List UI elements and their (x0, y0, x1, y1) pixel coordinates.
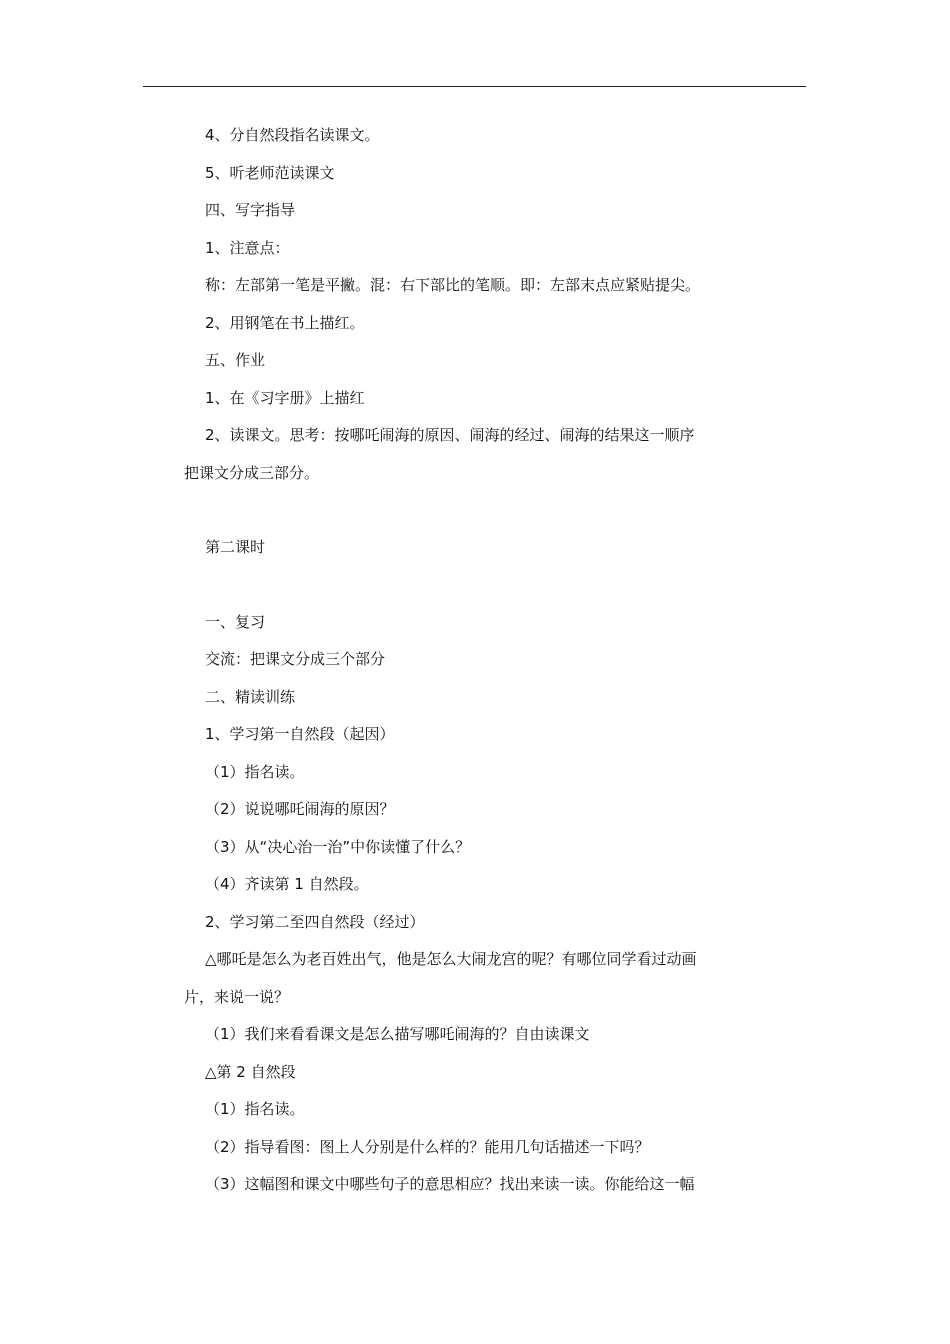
section-heading: 二、精读训练 (205, 687, 296, 706)
section-heading: 五、作业 (205, 351, 266, 369)
text-line: 2、用钢笔在书上描红。 (205, 313, 365, 332)
text-line: （4）齐读第 1 自然段。 (205, 875, 369, 893)
text-line: 4、分自然段指名读课文。 (205, 126, 380, 144)
text-line: （2）指导看图：图上人分别是什么样的？能用几句话描述一下吗？ (205, 1137, 650, 1156)
lesson-title: 第二课时 (205, 538, 266, 556)
text-line: （2）说说哪吒闹海的原因？ (205, 800, 395, 818)
text-line: △第 2 自然段 (205, 1062, 296, 1081)
text-line: （1）指名读。 (205, 1100, 305, 1118)
text-line: （1）我们来看看课文是怎么描写哪吒闹海的？自由读课文 (205, 1025, 590, 1043)
text-line: 1、学习第一自然段（起因） (205, 725, 395, 743)
text-line: （3）这幅图和课文中哪些句子的意思相应？找出来读一读。你能给这一幅 (205, 1175, 695, 1193)
text-line: 1、在《习字册》上描红 (205, 388, 365, 407)
text-line: 1、注意点： (205, 238, 290, 257)
text-line: 2、读课文。思考：按哪吒闹海的原因、闹海的经过、闹海的结果这一顺序 (205, 426, 695, 444)
text-line: △哪吒是怎么为老百姓出气，他是怎么大闹龙宫的呢？有哪位同学看过动画 (205, 950, 697, 968)
header-rule (143, 86, 806, 87)
text-line: （1）指名读。 (205, 762, 305, 781)
section-heading: 一、复习 (205, 612, 266, 631)
document-body (184, 117, 764, 1204)
text-line: 交流：把课文分成三个部分 (205, 650, 386, 668)
text-line: 2、学习第二至四自然段（经过） (205, 912, 425, 931)
text-line: 5、听老师范读课文 (205, 163, 335, 182)
section-heading: 四、写字指导 (205, 201, 296, 219)
blank-line (184, 567, 764, 604)
blank-line (184, 492, 764, 529)
text-line: 称：左部第一笔是平撇。混：右下部比的笔顺。即：左部末点应紧贴提尖。 (205, 276, 701, 294)
text-line-continuation: 片，来说一说？ (184, 987, 290, 1006)
text-line: （3）从“决心治一治”中你读懂了什么？ (205, 837, 471, 856)
text-line-continuation: 把课文分成三部分。 (184, 463, 320, 482)
